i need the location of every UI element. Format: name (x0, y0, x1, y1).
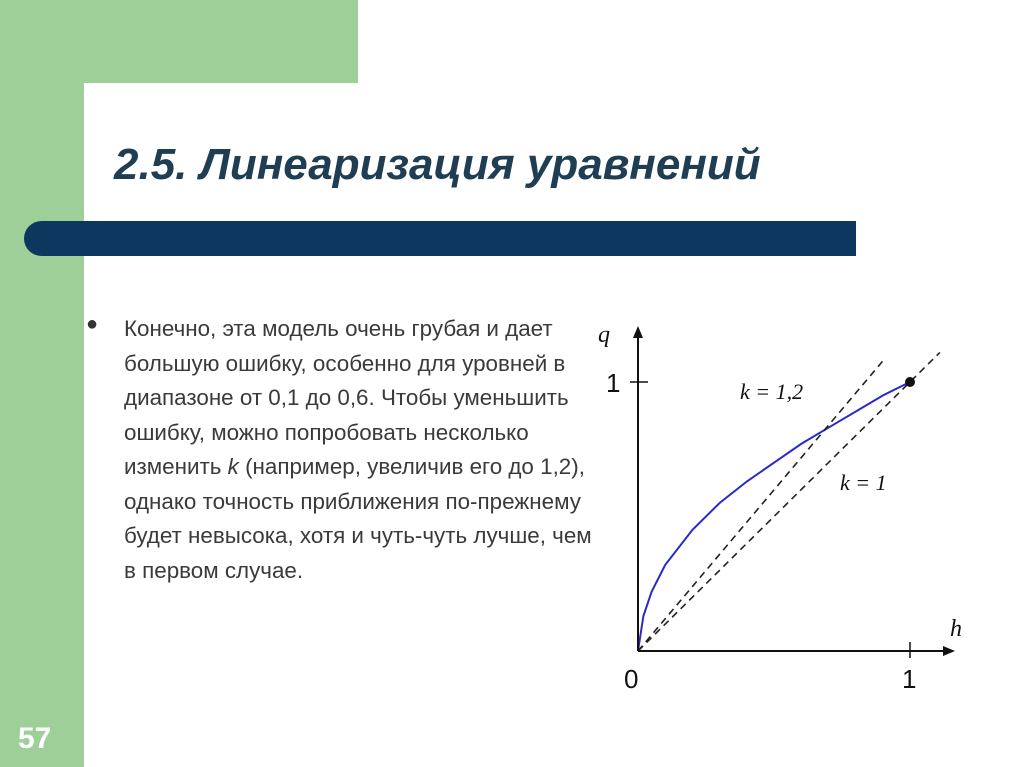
green-left-band (0, 0, 84, 767)
slide-title: 2.5. Линеаризация уравнений (114, 140, 761, 189)
bullet-icon: ● (86, 313, 99, 335)
paragraph-text-1: Конечно, эта модель очень грубая и дает большую ошибку, особенно для уровней в диапазоне от 0,1 до 0,6. Чтобы уменьшить ошибку, можно попробовать несколько изменить (124, 316, 569, 479)
y-axis-label: q (598, 322, 610, 348)
green-top-band (0, 0, 358, 83)
curve-end-point (905, 377, 915, 387)
paragraph-text-2: (например, увеличив его до 1,2), однако точность приближения по-прежнему будет невысока, хотя и чуть-чуть лучше, чем в первом случае. (124, 454, 592, 583)
x-axis-label: h (950, 616, 962, 642)
paragraph-k-symbol: k (227, 454, 239, 479)
annotation-k-1-2: k = 1,2 (740, 379, 804, 404)
annotation-k-1: k = 1 (840, 470, 887, 495)
bullet-paragraph (124, 312, 594, 588)
slide-number: 57 (18, 722, 52, 755)
linearization-chart (588, 300, 968, 700)
title-underline-bar (24, 221, 856, 256)
y-tick-label-1: 1 (606, 368, 621, 398)
x-tick-label-0: 0 (624, 664, 639, 694)
x-tick-label-1: 1 (902, 664, 917, 694)
